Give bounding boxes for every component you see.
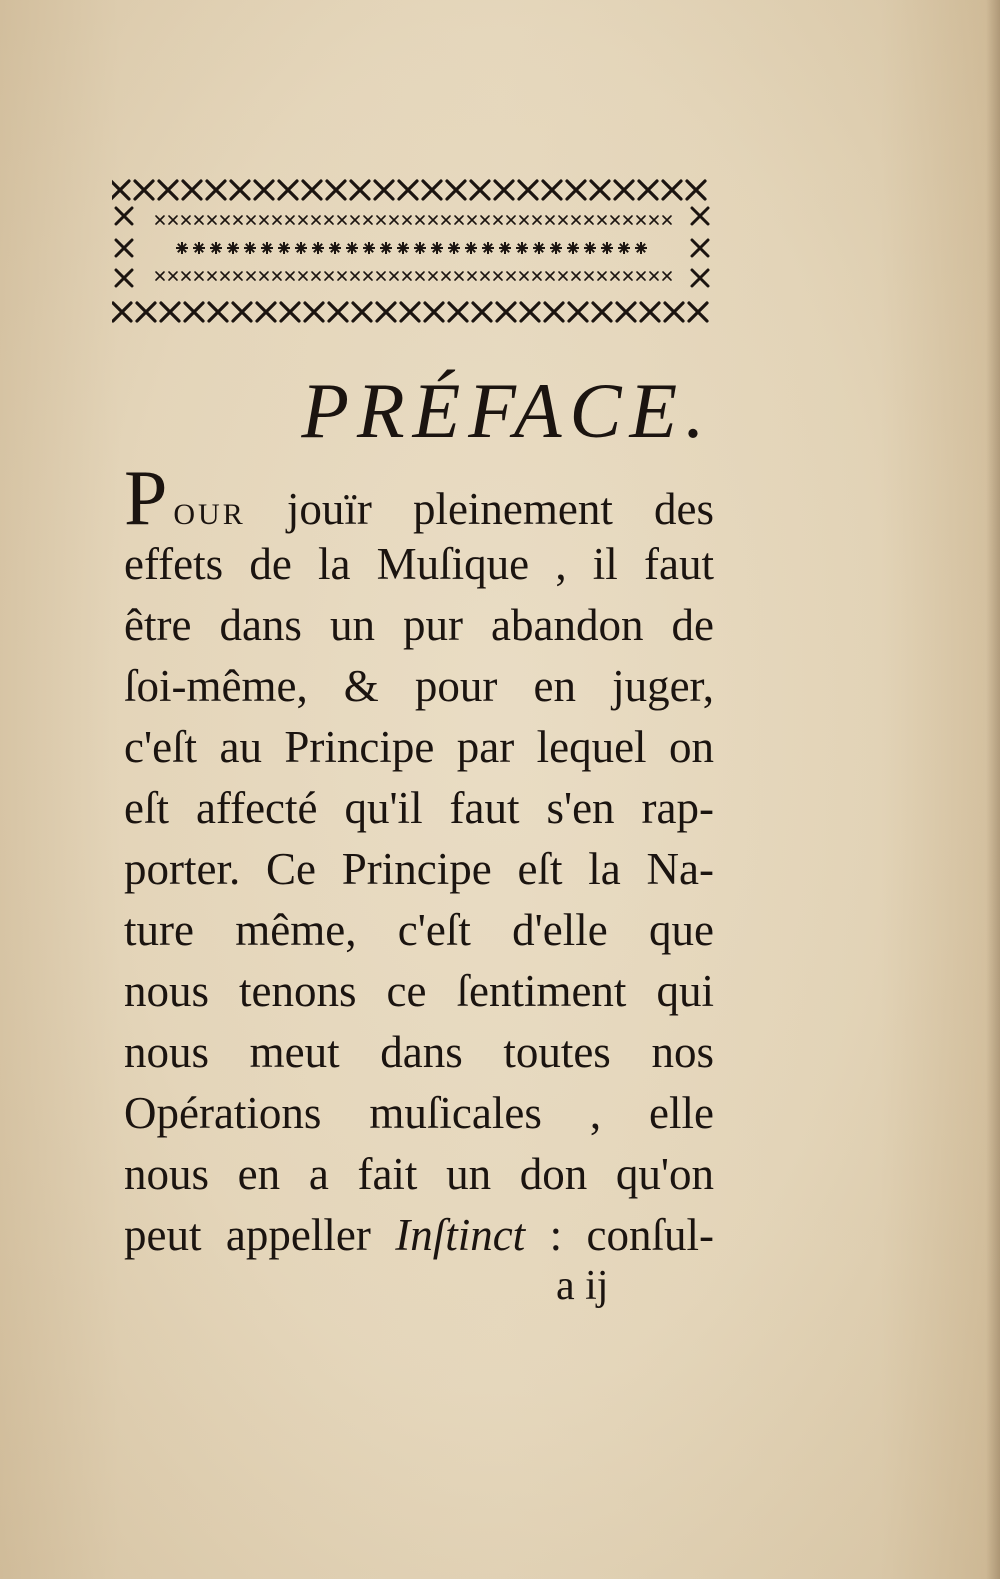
ornament-mark: [156, 272, 164, 280]
ornament-mark: [351, 181, 369, 199]
word: dans: [380, 1027, 463, 1077]
ornament-star: [601, 242, 613, 254]
ornament-mark: [624, 216, 632, 224]
ornament-mark: [195, 272, 203, 280]
ornament-mark: [364, 216, 372, 224]
ornament-mark: [401, 303, 419, 321]
word: pour: [414, 661, 498, 711]
ornament-mark: [257, 303, 275, 321]
ornament-star: [295, 242, 307, 254]
word: Opérations: [124, 1088, 322, 1138]
ornament-mark: [663, 181, 681, 199]
ornament-mark: [161, 303, 179, 321]
ornament-mark: [520, 216, 528, 224]
ornament-mark: [497, 303, 515, 321]
ornament-mark: [281, 303, 299, 321]
word: fait: [357, 1149, 418, 1199]
ornament-star: [567, 242, 579, 254]
word: même,: [235, 905, 357, 955]
ornament-mark: [546, 272, 554, 280]
ornament-mark: [312, 216, 320, 224]
ornament-star: [465, 242, 477, 254]
ornament-star: [380, 242, 392, 254]
ornament-mark: [425, 303, 443, 321]
ornament-mark: [559, 272, 567, 280]
word: meut: [249, 1027, 340, 1077]
ornament-star: [431, 242, 443, 254]
ornament-mark: [641, 303, 659, 321]
ornament-star: [363, 242, 375, 254]
ornament-mark: [299, 272, 307, 280]
ornament-mark: [273, 272, 281, 280]
ornament-mark: [364, 272, 372, 280]
ornament-star: [397, 242, 409, 254]
ornament-star: [499, 242, 511, 254]
ornament-mark: [615, 181, 633, 199]
ornament-mark: [507, 272, 515, 280]
ornament-mark: [637, 272, 645, 280]
ornament-mark: [692, 208, 708, 224]
word: Principe: [284, 722, 435, 772]
word: eſt: [517, 844, 563, 894]
ornament-mark: [455, 216, 463, 224]
word: jouïr: [286, 484, 372, 534]
ornament-mark: [221, 216, 229, 224]
ornament-mark: [468, 216, 476, 224]
ornament-star: [635, 242, 647, 254]
ornament-mark: [481, 272, 489, 280]
ornament-mark: [442, 216, 450, 224]
ornament-mark: [559, 216, 567, 224]
ornament-mark: [351, 216, 359, 224]
ornament-mark: [543, 181, 561, 199]
ornament-mark: [585, 216, 593, 224]
ornament-mark: [209, 303, 227, 321]
ornament-mark: [650, 216, 658, 224]
ornament-mark: [182, 216, 190, 224]
ornament-star: [482, 242, 494, 254]
ornament-star: [414, 242, 426, 254]
ornament-mark: [598, 216, 606, 224]
ornament-mark: [279, 181, 297, 199]
word: en: [533, 661, 576, 711]
ornament-mark: [572, 272, 580, 280]
ornament-mark: [135, 181, 153, 199]
ornament-mark: [689, 303, 707, 321]
word: affecté: [195, 783, 318, 833]
text-line: [124, 961, 714, 1022]
ornament-mark: [247, 216, 255, 224]
ornament-mark: [169, 216, 177, 224]
word: faut: [643, 539, 714, 589]
word: la: [317, 539, 351, 589]
word: c'eſt: [124, 722, 198, 772]
word: d'elle: [512, 905, 608, 955]
ornament-mark: [303, 181, 321, 199]
word: dans: [219, 600, 302, 650]
ornament-mark: [617, 303, 635, 321]
ornament-mark: [325, 216, 333, 224]
ornament-star: [312, 242, 324, 254]
word: on: [668, 722, 714, 772]
ornament-mark: [231, 181, 249, 199]
ornament-mark: [567, 181, 585, 199]
ornament-mark: [273, 216, 281, 224]
word: &: [343, 661, 379, 711]
ornament-mark: [390, 216, 398, 224]
ornament-mark: [260, 216, 268, 224]
text-line: [124, 454, 714, 541]
word: Na-: [646, 844, 714, 894]
ornament-mark: [159, 181, 177, 199]
ornament-star: [618, 242, 630, 254]
word: rap-: [641, 783, 714, 833]
word: par: [456, 722, 515, 772]
ornament-mark: [624, 272, 632, 280]
text-line: [124, 656, 714, 717]
text-line: [124, 717, 714, 778]
ornament-mark: [399, 181, 417, 199]
word: qui: [656, 966, 714, 1016]
ornament-star: [210, 242, 222, 254]
ornament-mark: [325, 272, 333, 280]
ornament-star: [550, 242, 562, 254]
word: il: [592, 539, 618, 589]
ornament-mark: [207, 181, 225, 199]
drop-cap: P: [124, 454, 168, 541]
ornament-star: [193, 242, 205, 254]
word: ,: [555, 539, 567, 589]
ornament-mark: [377, 303, 395, 321]
ornament-mark: [233, 303, 251, 321]
word: au: [219, 722, 262, 772]
word: Ce: [265, 844, 316, 894]
ornament-mark: [533, 272, 541, 280]
text-line: [124, 778, 714, 839]
ornament-mark: [692, 240, 708, 256]
word: effets: [124, 539, 224, 589]
word: pur: [402, 600, 463, 650]
ornament-mark: [591, 181, 609, 199]
word: être: [124, 600, 192, 650]
ornament-star: [516, 242, 528, 254]
ornament-mark: [637, 216, 645, 224]
ornament-mark: [169, 272, 177, 280]
ornament-mark: [260, 272, 268, 280]
ornament-mark: [447, 181, 465, 199]
ornament-mark: [338, 216, 346, 224]
text-line: [124, 1022, 714, 1083]
page-title: PRÉFACE.: [301, 367, 713, 454]
ornament-mark: [494, 216, 502, 224]
ornament-mark: [423, 181, 441, 199]
ornament-mark: [572, 216, 580, 224]
word: nous: [124, 1027, 210, 1077]
ornament-mark: [208, 272, 216, 280]
word: conſul-: [586, 1210, 714, 1260]
ornament-mark: [195, 216, 203, 224]
word: abandon: [491, 600, 644, 650]
text-line: [124, 839, 714, 900]
word: faut: [449, 783, 520, 833]
ornament-mark: [351, 272, 359, 280]
word: appeller: [225, 1210, 371, 1260]
text-line: [124, 534, 714, 595]
ornament-star: [278, 242, 290, 254]
text-line: [124, 1144, 714, 1205]
ornament-mark: [112, 181, 129, 199]
word: :: [549, 1210, 563, 1260]
ornament-mark: [312, 272, 320, 280]
word: nous: [124, 966, 210, 1016]
word: un: [446, 1149, 492, 1199]
ornament-mark: [468, 272, 476, 280]
ornament-mark: [116, 270, 132, 286]
word: don: [519, 1149, 588, 1199]
ornament-mark: [390, 272, 398, 280]
word: qu'on: [615, 1149, 714, 1199]
word: juger,: [612, 661, 714, 711]
ornament-star: [584, 242, 596, 254]
ornament-mark: [221, 272, 229, 280]
ornament-mark: [116, 240, 132, 256]
ornament-mark: [663, 272, 671, 280]
ornament-mark: [234, 216, 242, 224]
ornament-mark: [247, 272, 255, 280]
word: muſicales: [369, 1088, 542, 1138]
word: c'eſt: [397, 905, 471, 955]
ornament-mark: [137, 303, 155, 321]
ornament-mark: [403, 272, 411, 280]
ornament-mark: [416, 216, 424, 224]
ornament-star: [329, 242, 341, 254]
ornament-mark: [520, 272, 528, 280]
word: ce: [386, 966, 427, 1016]
word: peut: [124, 1210, 202, 1260]
ornament-star: [227, 242, 239, 254]
ornament-star: [176, 242, 188, 254]
ornament-star: [244, 242, 256, 254]
word: de: [671, 600, 714, 650]
ornament-mark: [481, 216, 489, 224]
ornament-mark: [521, 303, 539, 321]
ornament-mark: [183, 181, 201, 199]
ornament-mark: [305, 303, 323, 321]
ornament-mark: [665, 303, 683, 321]
ornament-mark: [286, 272, 294, 280]
word: elle: [649, 1088, 714, 1138]
ornament-mark: [455, 272, 463, 280]
ornament-mark: [593, 303, 611, 321]
ornament-mark: [286, 216, 294, 224]
drop-cap-rest: OUR: [173, 498, 246, 531]
word: ſentiment: [456, 966, 627, 1016]
ornament-mark: [403, 216, 411, 224]
header-ornament-icon: [112, 176, 712, 326]
word: porter.: [124, 844, 241, 894]
ornament-star: [261, 242, 273, 254]
ornament-mark: [507, 216, 515, 224]
ornament-mark: [208, 216, 216, 224]
ornament-mark: [650, 272, 658, 280]
ornament-star: [448, 242, 460, 254]
word: eſt: [124, 783, 169, 833]
ornament-mark: [449, 303, 467, 321]
ornament-mark: [442, 272, 450, 280]
ornament-mark: [429, 216, 437, 224]
ornament-mark: [377, 216, 385, 224]
ornament-mark: [569, 303, 587, 321]
ornament-mark: [598, 272, 606, 280]
word: que: [648, 905, 714, 955]
word: ture: [124, 905, 194, 955]
ornament-mark: [234, 272, 242, 280]
ornament-mark: [377, 272, 385, 280]
ornament-mark: [329, 303, 347, 321]
ornament-mark: [546, 216, 554, 224]
word: qu'il: [344, 783, 423, 833]
ornament-mark: [116, 208, 132, 224]
preface-body: [124, 454, 714, 1266]
ornament-mark: [185, 303, 203, 321]
ornament-mark: [639, 181, 657, 199]
ornament-mark: [519, 181, 537, 199]
ornament-mark: [611, 272, 619, 280]
ornament-mark: [471, 181, 489, 199]
ornament-mark: [338, 272, 346, 280]
word: nos: [651, 1027, 714, 1077]
word: la: [588, 844, 621, 894]
ornament-mark: [687, 181, 705, 199]
word: Inſtinct: [395, 1210, 526, 1260]
word: ,: [589, 1088, 602, 1138]
word: a: [308, 1149, 329, 1199]
ornament-mark: [299, 216, 307, 224]
word: pleinement: [412, 484, 613, 534]
word: de: [249, 539, 292, 589]
word: Principe: [341, 844, 492, 894]
ornament-mark: [494, 272, 502, 280]
ornament-mark: [545, 303, 563, 321]
word: Muſique: [376, 539, 530, 589]
text-line: [124, 900, 714, 961]
word: toutes: [503, 1027, 611, 1077]
word: s'en: [546, 783, 615, 833]
ornament-mark: [416, 272, 424, 280]
ornament-mark: [611, 216, 619, 224]
ornament-mark: [473, 303, 491, 321]
ornament-mark: [585, 272, 593, 280]
word: ſoi-même,: [124, 661, 308, 711]
ornament-mark: [692, 270, 708, 286]
ornament-mark: [663, 216, 671, 224]
word: lequel: [536, 722, 647, 772]
ornament-mark: [113, 303, 131, 321]
word: nous: [124, 1149, 210, 1199]
ornament-mark: [429, 272, 437, 280]
ornament-star: [533, 242, 545, 254]
ornament-mark: [495, 181, 513, 199]
signature-mark: a ij: [556, 1263, 609, 1309]
ornament-mark: [182, 272, 190, 280]
word: des: [654, 484, 714, 534]
ornament-mark: [375, 181, 393, 199]
ornament-star: [346, 242, 358, 254]
text-line: [124, 1205, 714, 1266]
text-line: [124, 1083, 714, 1144]
text-line: [124, 595, 714, 656]
ornament-mark: [533, 216, 541, 224]
word: un: [329, 600, 375, 650]
word: en: [237, 1149, 281, 1199]
ornament-mark: [156, 216, 164, 224]
ornament-mark: [327, 181, 345, 199]
ornament-mark: [255, 181, 273, 199]
word: tenons: [239, 966, 357, 1016]
ornament-mark: [353, 303, 371, 321]
